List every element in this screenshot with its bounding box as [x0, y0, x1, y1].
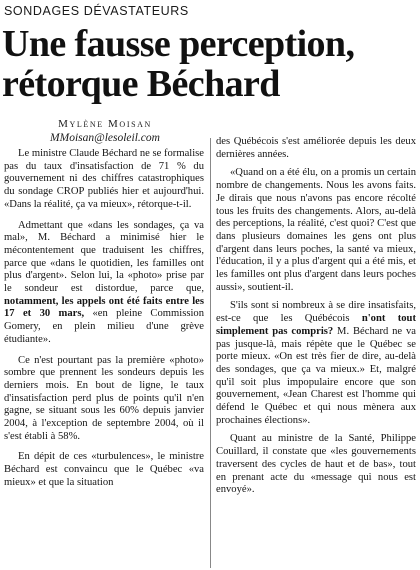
paragraph [4, 220, 204, 347]
paragraph-text: Admettant que «dans les sondages, ça va mal», M. Béchard a minimisé hier le mécontentement que traduisent les chiffres, parce que «dans le quotidien, les familles ont plus d'argent». Selon lui, la «photo» prise par le sondeur est distordue, parce que, [4, 219, 204, 295]
article-headline [2, 24, 418, 104]
paragraph: «Quand on a été élu, on a promis un certain nombre de changements. Nous les avons faits. Je dirais que nous n'avons pas encore récolté tous les fruits des changements. Alors, au-delà des perceptions, la réalité, c'est quoi? C'est que dans plusieurs domaines les gens ont plus d'argent dans leurs poches, la santé va mieux, l'éducation, il y a plus d'argent qui a été mis, et les familles ont plus d'argent dans leurs poches aussi», soutient-il. [216, 167, 416, 293]
paragraph-text: «en pleine Commission Gomery, en plein milieu d'une grève étudiante». [4, 308, 204, 345]
article-kicker: SONDAGES DÉVASTATEURS [4, 4, 189, 18]
paragraph-text: M. Béchard ne va pas jusque-là, mais répète que le Québec se porte mieux. «On est très fier de dire, au-delà des sondages, que ça va mieux.» Et, malgré qu'il soit plus impopulaire encore que son gouvernement, «Jean Charest est l'homme qui défend le Québec et qui nous mènera aux prochaines élections». [216, 325, 416, 426]
column-divider [210, 138, 211, 568]
paragraph: En dépit de ces «turbulences», le ministre Béchard est convaincu que le Québec «va mieux» et que la situation [4, 451, 204, 488]
paragraph: Le ministre Claude Béchard ne se formalise pas du taux d'insatisfaction de 71 % du gouvernement ni des chiffres catastrophiques du sondage CROP publiés hier et aujourd'hui. «Dans la réalité, ça va mieux», rétorque-t-il. [4, 148, 204, 210]
paragraph-text: S'ils sont si nombreux à se dire insatisfaits, est-ce que les Québécois [216, 300, 416, 325]
byline-author: Mylène Moisan [58, 118, 152, 130]
headline-line-1: Une fausse perception, [2, 23, 355, 65]
paragraph: Ce n'est pourtant pas la première «photo» sombre que prennent les sondeurs depuis les derniers mois. En bout de ligne, le taux d'insatisfaction perd plus de points qu'il n'en gagne, se situant sous les 60% depuis janvier 2004, à l'exception de septembre 2004, où il s'est établi à 58%. [4, 354, 204, 442]
paragraph: Quant au ministre de la Santé, Philippe Couillard, il constate que «les gouvernements traversent des cycles de haut et de bas», tout en prenant acte du «message qui nous est envoyé». [216, 433, 416, 496]
article-column-2 [216, 136, 416, 566]
paragraph [216, 300, 416, 427]
paragraph: des Québécois s'est améliorée depuis les deux dernières années. [216, 136, 416, 160]
headline-line-2: rétorque Béchard [2, 63, 280, 105]
highlighted-text: n'ont tout simplement pas compris? [216, 313, 416, 337]
byline [0, 117, 210, 146]
byline-email: MMoisan@lesoleil.com [50, 132, 160, 144]
article-column-1 [4, 148, 204, 568]
highlighted-text: notamment, les appels ont été faits entre les 17 et 30 mars, [4, 295, 204, 320]
